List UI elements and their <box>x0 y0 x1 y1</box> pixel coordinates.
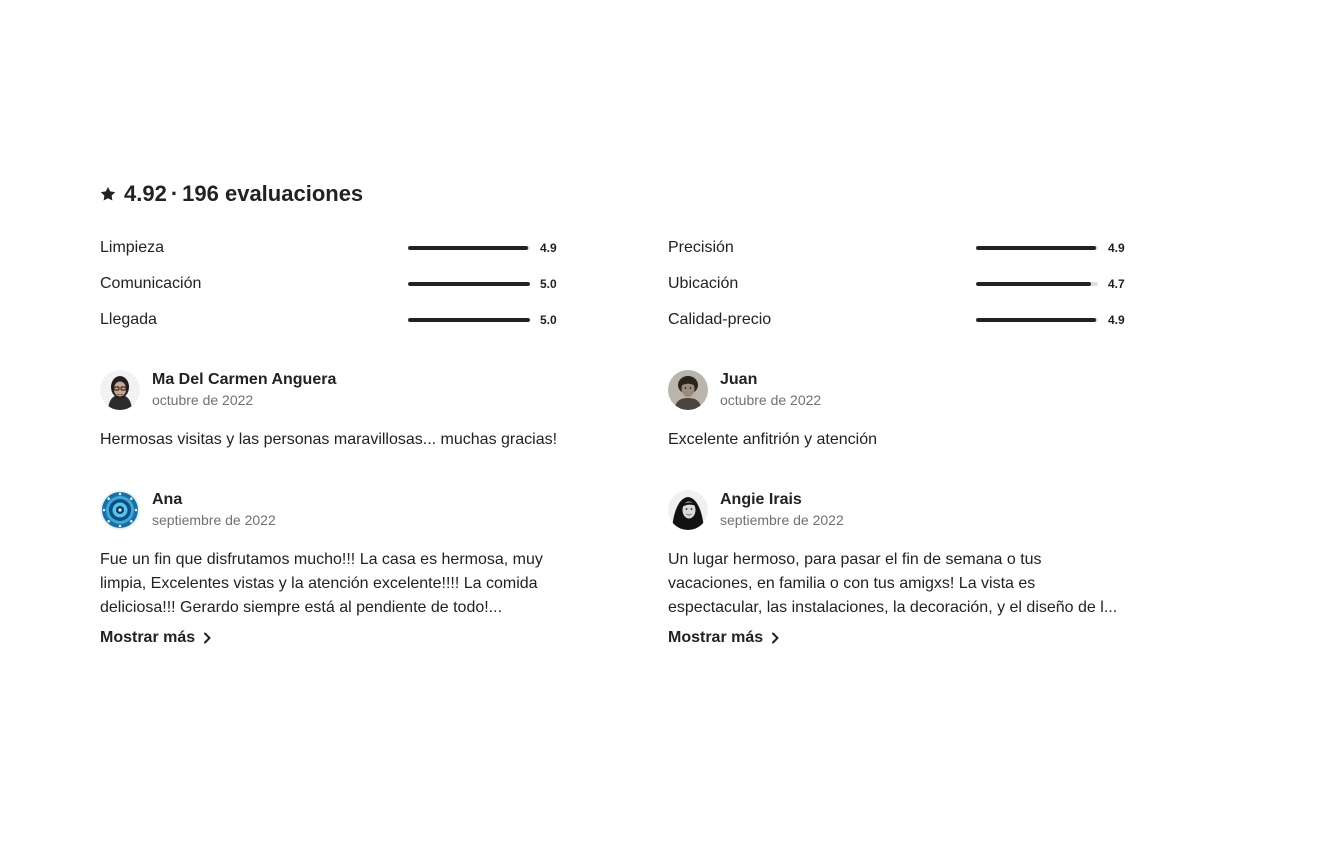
review-date: septiembre de 2022 <box>152 512 276 528</box>
review-date: septiembre de 2022 <box>720 512 844 528</box>
category-value: 5.0 <box>540 313 557 327</box>
review-card <box>100 370 560 452</box>
category-value: 4.9 <box>1108 241 1125 255</box>
review-header <box>668 490 1128 530</box>
category-value: 5.0 <box>540 277 557 291</box>
category-bar <box>976 282 1098 286</box>
rating-summary <box>100 178 363 210</box>
avatar[interactable] <box>100 490 140 530</box>
category-bar <box>408 246 530 250</box>
avatar[interactable] <box>668 370 708 410</box>
category-label: Limpieza <box>100 239 165 256</box>
review-text: Excelente anfitrión y atención <box>668 431 878 448</box>
category-rating <box>100 272 570 296</box>
chevron-right-icon <box>769 632 781 644</box>
review-date: octubre de 2022 <box>152 392 254 408</box>
category-rating <box>100 236 570 260</box>
category-rating <box>100 308 570 332</box>
category-label: Ubicación <box>668 275 739 292</box>
avatar[interactable] <box>100 370 140 410</box>
category-rating <box>668 272 1138 296</box>
category-label: Calidad-precio <box>668 311 772 328</box>
reviewer-name: Juan <box>720 371 758 388</box>
review-card <box>100 490 560 650</box>
category-bar-fill <box>976 282 1091 286</box>
category-bar-fill <box>976 246 1096 250</box>
review-card <box>668 490 1128 650</box>
category-value: 4.9 <box>1108 313 1125 327</box>
category-rating <box>668 308 1138 332</box>
reviews-count: 196 evaluaciones <box>182 181 364 206</box>
chevron-right-icon <box>201 632 213 644</box>
category-bar-fill <box>408 282 530 286</box>
category-bar-fill <box>976 318 1096 322</box>
review-header <box>100 490 560 530</box>
show-more-label: Mostrar más <box>668 629 764 646</box>
reviewer-name: Angie Irais <box>720 491 802 508</box>
star-icon <box>100 186 116 202</box>
overall-rating: 4.92 <box>124 181 167 206</box>
show-more-button[interactable] <box>100 626 213 650</box>
review-date: octubre de 2022 <box>720 392 822 408</box>
category-label: Comunicación <box>100 275 202 292</box>
reviewer-name: Ana <box>152 491 183 508</box>
category-bar-fill <box>408 318 530 322</box>
review-card <box>668 370 1128 452</box>
category-value: 4.7 <box>1108 277 1125 291</box>
category-rating <box>668 236 1138 260</box>
show-more-button[interactable] <box>668 626 781 650</box>
review-text: Un lugar hermoso, para pasar el fin de semana o tus vacaciones, en familia o con tus amigxs! La vista es espectacular, las instalaciones, la decoración, y el diseño de l... <box>668 551 1118 616</box>
review-header <box>100 370 560 410</box>
review-text: Hermosas visitas y las personas maravillosas... muchas gracias! <box>100 431 558 448</box>
category-bar <box>408 318 530 322</box>
rating-separator: · <box>170 181 179 206</box>
avatar[interactable] <box>668 490 708 530</box>
review-header <box>668 370 1128 410</box>
reviewer-name: Ma Del Carmen Anguera <box>152 371 337 388</box>
category-label: Precisión <box>668 239 734 256</box>
review-text: Fue un fin que disfrutamos mucho!!! La casa es hermosa, muy limpia, Excelentes vistas y la atención excelente!!!! La comida deliciosa!!! Gerardo siempre está al pendiente de todo!... <box>100 551 543 616</box>
category-bar-fill <box>408 246 528 250</box>
category-bar <box>976 318 1098 322</box>
show-more-label: Mostrar más <box>100 629 196 646</box>
category-bar <box>976 246 1098 250</box>
category-label: Llegada <box>100 311 157 328</box>
category-bar <box>408 282 530 286</box>
category-value: 4.9 <box>540 241 557 255</box>
